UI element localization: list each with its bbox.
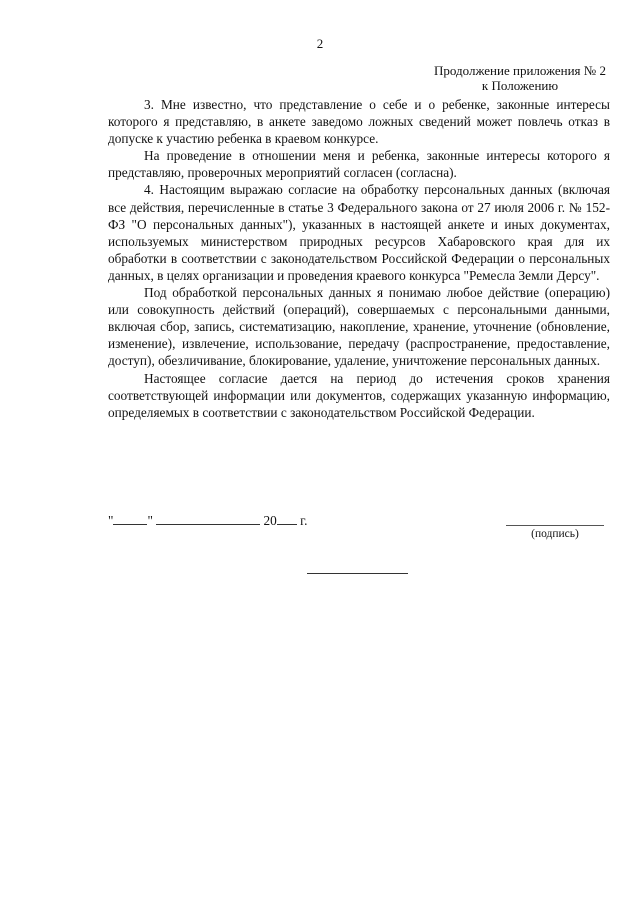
date-quote-open: " (108, 513, 114, 528)
day-blank[interactable] (113, 512, 147, 525)
paragraph-awareness: 3. Мне известно, что представление о себе и о ребенке, законные интересы которого я представляю, в анкете заведомо ложных сведений может повлечь отказ в допуске к участию ребенка в краевом конкурсе. (108, 97, 610, 147)
consent-body (108, 96, 610, 421)
month-blank[interactable] (156, 512, 260, 525)
appendix-header-line-1: Продолжение приложения № 2 (434, 63, 606, 78)
paragraph-verification: На проведение в отношении меня и ребенка, законные интересы которого я представляю, проверочных мероприятий согласен (согласна). (108, 148, 610, 181)
year-suffix: г. (300, 513, 308, 528)
date-quote-close: " (147, 513, 153, 528)
end-divider (307, 573, 408, 574)
signature-line[interactable] (506, 525, 604, 526)
paragraph-data-consent: 4. Настоящим выражаю согласие на обработку персональных данных (включая все действия, перечисленные в статье 3 Федерального закона от 27 июля 2006 г. № 152-ФЗ "О персональных данных"), указанных в настоящей анкете и иных документах, используемых министерством природных ресурсов Хабаровского края для их обработки в соответствии с законодательством Российской Федерации о персональных данных, в целях организации и проведения краевого конкурса "Ремесла Земли Дерсу". (108, 182, 610, 283)
signature-caption: (подпись) (531, 528, 579, 540)
year-prefix: 20 (263, 513, 277, 528)
page-number: 2 (316, 36, 324, 51)
appendix-header-line-2: к Положению (481, 78, 559, 93)
appendix-header (420, 63, 620, 93)
paragraph-consent-period: Настоящее согласие дается на период до истечения сроков хранения соответствующей информации или документов, содержащих указанную информацию, определяемых в соответствии с законодательством Российской Федерации. (108, 370, 610, 420)
date-line (108, 512, 307, 529)
paragraph-processing-definition: Под обработкой персональных данных я понимаю любое действие (операцию) или совокупность действий (операций), совершаемых с персональными данными, включая сбор, запись, систематизацию, накопление, хранение, уточнение (обновление, изменение), извлечение, использование, передачу (распространение, предоставление, доступ), обезличивание, блокирование, удаление, уничтожение персональных данных. (108, 285, 610, 369)
year-blank[interactable] (277, 512, 297, 525)
